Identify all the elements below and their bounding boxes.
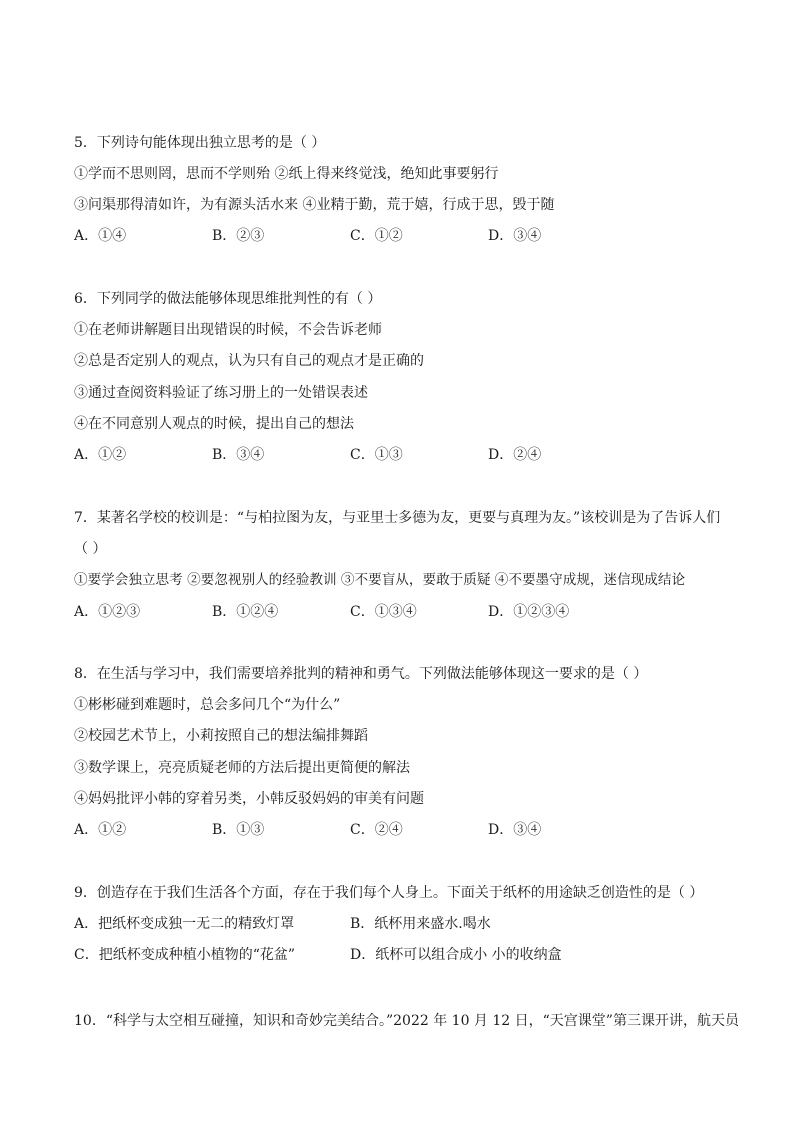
question-5-item-1: ①学而不思则罔，思而不学则殆 ②纸上得来终觉浅，绝知此事要躬行 (74, 166, 499, 182)
question-9-option-a: A．把纸杯变成独一无二的精致灯罩 (74, 916, 295, 932)
question-8-option-c: C．②④ (350, 822, 403, 838)
question-8-item-2: ②校园艺术节上，小莉按照自己的想法编排舞蹈 (74, 728, 368, 744)
question-6-option-b: B．③④ (212, 447, 265, 463)
question-9-option-d: D．纸杯可以组合成小 小的收纳盒 (350, 947, 562, 963)
question-8-option-a: A．①② (74, 822, 127, 838)
question-6-option-c: C．①③ (350, 447, 403, 463)
question-5-option-b: B．②③ (212, 228, 265, 244)
question-9-option-c: C．把纸杯变成种植小植物的“花盆” (74, 947, 296, 963)
question-6-option-d: D．②④ (488, 447, 542, 463)
question-5-option-a: A．①④ (74, 228, 127, 244)
question-8-item-3: ③数学课上，亮亮质疑老师的方法后提出更简便的解法 (74, 760, 410, 776)
question-5-option-c: C．①② (350, 228, 403, 244)
question-6-item-3: ③通过查阅资料验证了练习册上的一处错误表述 (74, 385, 368, 401)
question-9-option-b: B．纸杯用来盛水.喝水 (350, 916, 491, 932)
question-9-stem: 9．创造存在于我们生活各个方面，存在于我们每个人身上。下面关于纸杯的用途缺乏创造性的是（ ） (74, 885, 704, 901)
question-7-stem: 7．某著名学校的校训是：“与柏拉图为友，与亚里士多德为友，更要与真理为友。”该校训是为了告诉人们 (74, 510, 721, 526)
question-6-item-2: ②总是否定别人的观点，认为只有自己的观点才是正确的 (74, 353, 424, 369)
question-8-option-d: D．③④ (488, 822, 542, 838)
question-5-option-d: D．③④ (488, 228, 542, 244)
question-7-option-d: D．①②③④ (488, 604, 570, 620)
question-5-stem: 5．下列诗句能体现出独立思考的是（ ） (74, 135, 326, 151)
question-7-item-1: ①要学会独立思考 ②要忽视别人的经验教训 ③不要盲从，要敢于质疑 ④不要墨守成规，迷信现成结论 (74, 572, 686, 588)
question-7-option-a: A．①②③ (74, 604, 141, 620)
question-6-item-1: ①在老师讲解题目出现错误的时候，不会告诉老师 (74, 322, 382, 338)
question-7-option-b: B．①②④ (212, 604, 279, 620)
question-7-stem-continued: （ ） (74, 541, 107, 557)
question-6-stem: 6．下列同学的做法能够体现思维批判性的有（ ） (74, 291, 382, 307)
question-6-item-4: ④在不同意别人观点的时候，提出自己的想法 (74, 416, 354, 432)
question-6-option-a: A．①② (74, 447, 127, 463)
question-5-item-2: ③问渠那得清如许，为有源头活水来 ④业精于勤，荒于嬉，行成于思，毁于随 (74, 197, 555, 213)
question-8-option-b: B．①③ (212, 822, 265, 838)
question-8-stem: 8．在生活与学习中，我们需要培养批判的精神和勇气。下列做法能够体现这一要求的是（ ） (74, 666, 648, 682)
question-8-item-4: ④妈妈批评小韩的穿着另类，小韩反驳妈妈的审美有问题 (74, 791, 424, 807)
question-8-item-1: ①彬彬碰到难题时，总会多问几个“为什么” (74, 697, 341, 713)
question-10-stem: 10．“科学与太空相互碰撞，知识和奇妙完美结合。”2022 年 10 月 12 日，“天宫课堂”第三课开讲，航天员 (74, 1013, 739, 1029)
question-7-option-c: C．①③④ (350, 604, 417, 620)
